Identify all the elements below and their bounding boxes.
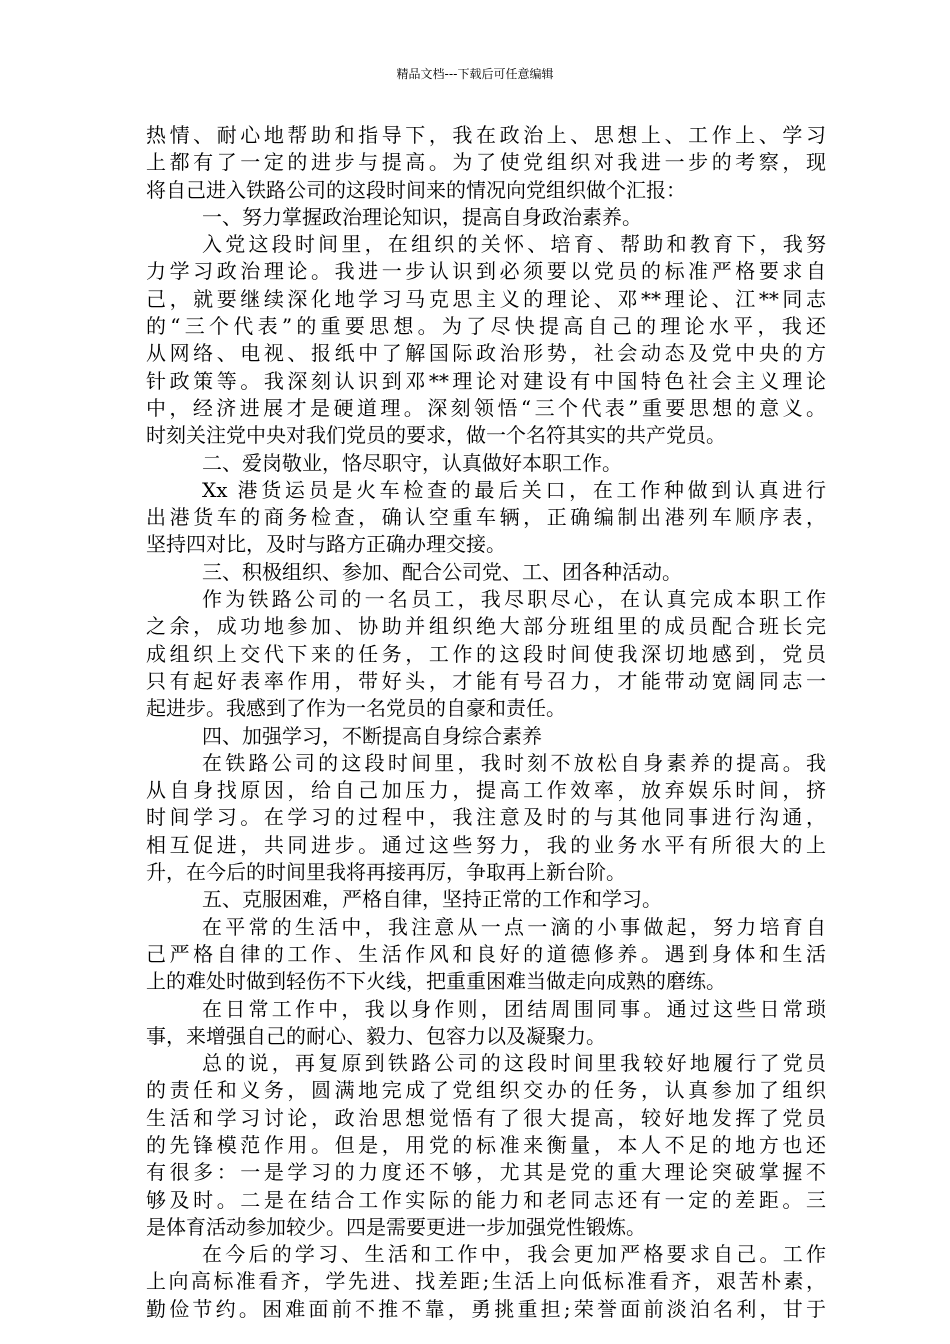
text-line: 在今后的学习、生活和工作中，我会更加严格要求自己。工作 bbox=[202, 1242, 826, 1267]
text-line: 总的说，再复原到铁路公司的这段时间里我较好地履行了党员 bbox=[202, 1051, 826, 1076]
text-line: 有很多：一是学习的力度还不够，尤其是党的重大理论突破掌握不 bbox=[146, 1160, 826, 1185]
text-line: 己严格自律的工作、生活作风和良好的道德修养。遇到身体和生活 bbox=[146, 941, 826, 966]
text-line: 时刻关注党中央对我们党员的要求，做一个名符其实的共产党员。 bbox=[146, 423, 726, 448]
text-line: 的“三个代表”的重要思想。为了尽快提高自己的理论水平，我还 bbox=[146, 314, 826, 339]
page-header: 精品文档---下载后可任意编辑 bbox=[396, 67, 554, 81]
text-line: 勤俭节约。困难面前不推不靠，勇挑重担;荣誉面前淡泊名利，甘于 bbox=[146, 1296, 826, 1321]
text-line: 出港货车的商务检查，确认空重车辆，正确编制出港列车顺序表， bbox=[146, 505, 826, 530]
text-line: 热情、耐心地帮助和指导下，我在政治上、思想上、工作上、学习 bbox=[146, 123, 826, 147]
text-line: 中，经济进展才是硬道理。深刻领悟“三个代表”重要思想的意义。 bbox=[146, 395, 826, 420]
text-line: Xx 港货运员是火车检查的最后关口，在工作种做到认真进行 bbox=[202, 477, 826, 502]
text-line: 四、加强学习，不断提高自身综合素养 bbox=[202, 723, 542, 748]
text-line: 作为铁路公司的一名员工，我尽职尽心，在认真完成本职工作 bbox=[202, 587, 826, 612]
text-line: 将自己进入铁路公司的这段时间来的情况向党组织做个汇报： bbox=[146, 177, 686, 202]
text-line: 相互促进，共同进步。通过这些努力，我的业务水平有所很大的上 bbox=[146, 832, 826, 857]
document-body bbox=[146, 122, 826, 1323]
text-line: 的先锋模范作用。但是，用党的标准来衡量，本人不足的地方也还 bbox=[146, 1132, 826, 1157]
text-line: 事，来增强自己的耐心、毅力、包容力以及凝聚力。 bbox=[146, 1023, 606, 1048]
text-line: 的责任和义务，圆满地完成了党组织交办的任务，认真参加了组织 bbox=[146, 1078, 826, 1103]
text-line: 之余，成功地参加、协助并组织绝大部分班组里的成员配合班长完 bbox=[146, 614, 826, 639]
text-line: 起进步。我感到了作为一名党员的自豪和责任。 bbox=[146, 696, 566, 721]
text-line: 二、爱岗敬业，恪尽职守，认真做好本职工作。 bbox=[202, 450, 622, 475]
text-line: 在平常的生活中，我注意从一点一滴的小事做起，努力培育自 bbox=[202, 914, 826, 939]
text-line: 一、努力掌握政治理论知识，提高自身政治素养。 bbox=[202, 204, 642, 229]
text-line: 上向高标准看齐，学先进、找差距;生活上向低标准看齐，艰苦朴素， bbox=[146, 1269, 826, 1294]
text-line: 是体育活动参加较少。四是需要更进一步加强党性锻炼。 bbox=[146, 1214, 646, 1239]
text-line: 够及时。二是在结合工作实际的能力和老同志还有一定的差距。三 bbox=[146, 1187, 826, 1212]
text-line: 时间学习。在学习的过程中，我注意及时的与其他同事进行沟通， bbox=[146, 805, 826, 830]
text-line: 生活和学习讨论，政治思想觉悟有了很大提高，较好地发挥了党员 bbox=[146, 1105, 826, 1130]
text-line: 上的难处时做到轻伤不下火线，把重重困难当做走向成熟的磨练。 bbox=[146, 969, 726, 994]
text-line: 成组织上交代下来的任务，工作的这段时间使我深切地感到，党员 bbox=[146, 641, 826, 666]
text-line: 只有起好表率作用，带好头，才能有号召力，才能带动宽阔同志一 bbox=[146, 668, 826, 693]
text-line: 三、积极组织、参加、配合公司党、工、团各种活动。 bbox=[202, 559, 682, 584]
text-line: 己，就要继续深化地学习马克思主义的理论、邓**理论、江**同志 bbox=[146, 286, 826, 311]
text-line: 从网络、电视、报纸中了解国际政治形势，社会动态及党中央的方 bbox=[146, 341, 826, 366]
text-line: 力学习政治理论。我进一步认识到必须要以党员的标准严格要求自 bbox=[146, 259, 826, 284]
text-line: 上都有了一定的进步与提高。为了使党组织对我进一步的考察，现 bbox=[146, 150, 826, 175]
text-line: 升，在今后的时间里我将再接再厉，争取再上新台阶。 bbox=[146, 860, 626, 885]
text-line: 针政策等。我深刻认识到邓**理论对建设有中国特色社会主义理论 bbox=[146, 368, 826, 393]
text-line: 坚持四对比，及时与路方正确办理交接。 bbox=[146, 532, 506, 557]
text-line: 在日常工作中，我以身作则，团结周围同事。通过这些日常琐 bbox=[202, 996, 826, 1021]
text-line: 入党这段时间里，在组织的关怀、培育、帮助和教育下，我努 bbox=[202, 232, 826, 257]
text-line: 从自身找原因，给自己加压力，提高工作效率，放弃娱乐时间，挤 bbox=[146, 778, 826, 803]
text-line: 在铁路公司的这段时间里，我时刻不放松自身素养的提高。我 bbox=[202, 750, 826, 775]
text-line: 五、克服困难，严格自律，坚持正常的工作和学习。 bbox=[202, 887, 662, 912]
